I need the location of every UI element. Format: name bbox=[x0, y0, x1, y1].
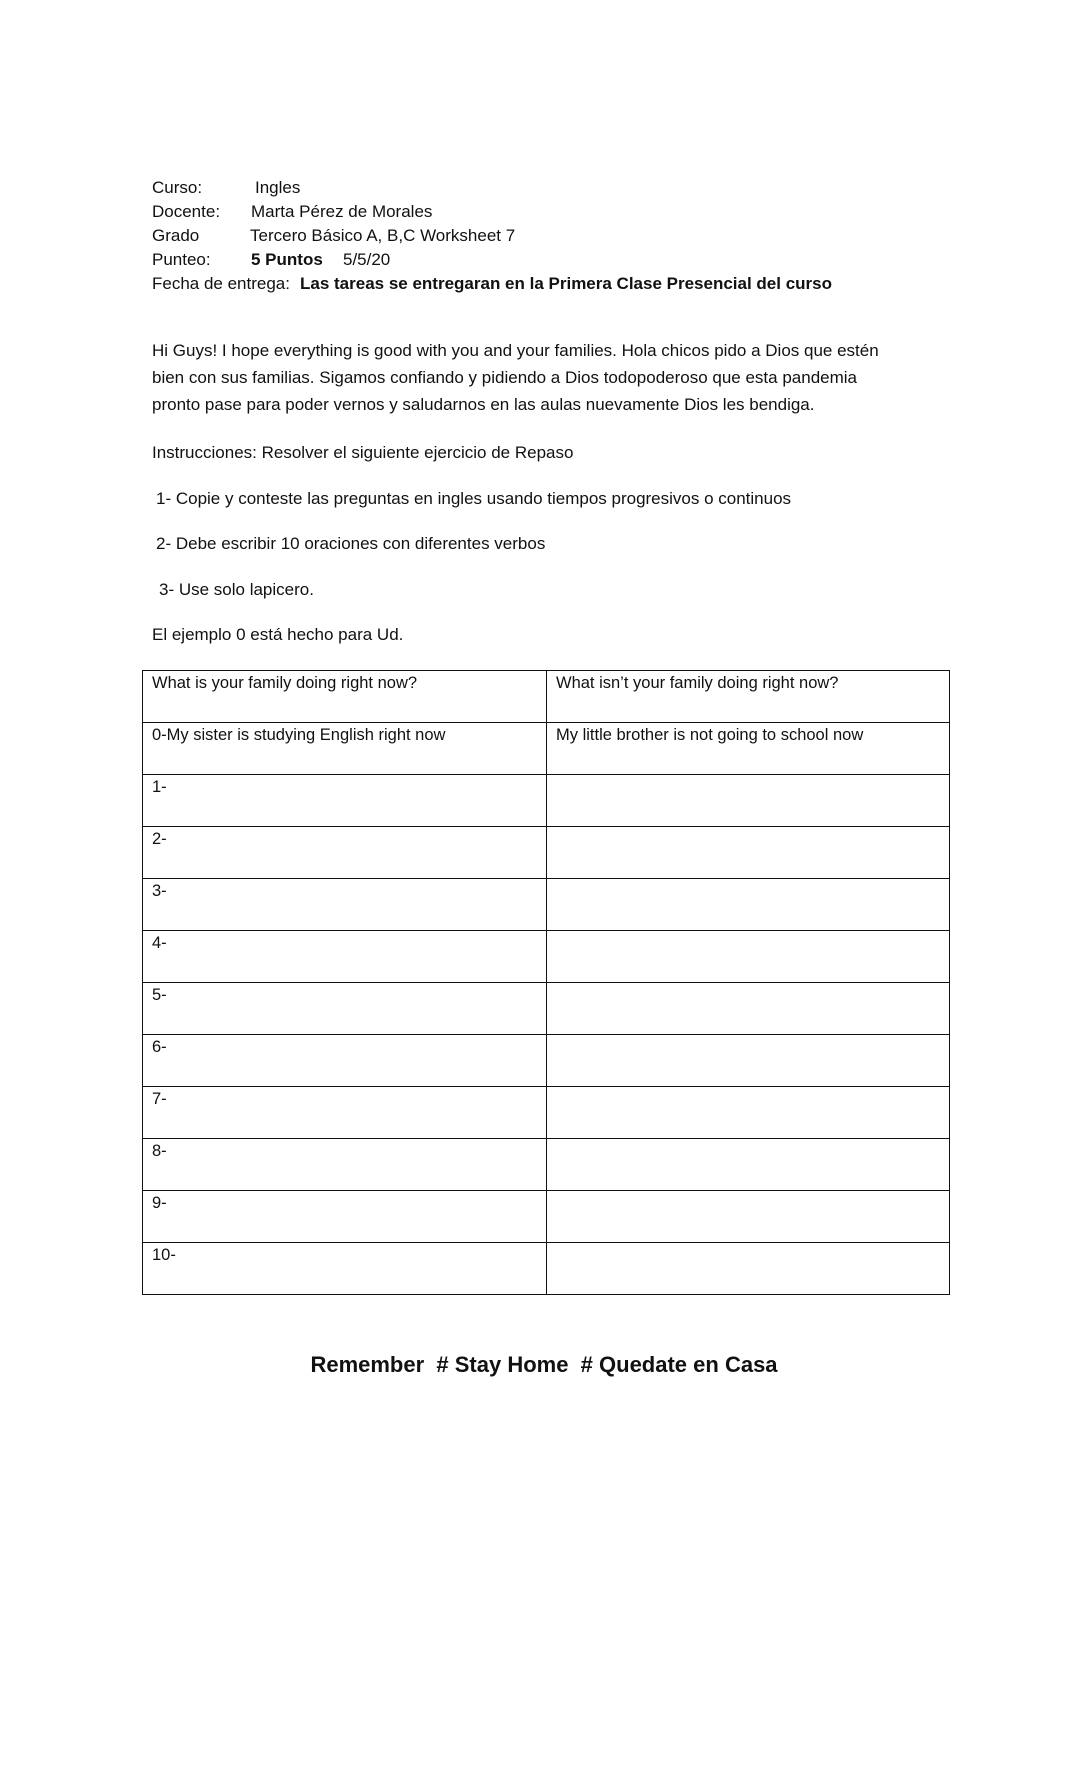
answer-cell-affirmative: 4- bbox=[143, 931, 547, 983]
answer-cell-negative bbox=[547, 1035, 950, 1087]
example-note: El ejemplo 0 está hecho para Ud. bbox=[152, 625, 404, 644]
curso-label: Curso: bbox=[152, 178, 203, 197]
fecha-row bbox=[152, 272, 972, 296]
fecha-label: Fecha de entrega: bbox=[152, 274, 290, 293]
table-row bbox=[143, 1087, 950, 1139]
answer-cell-affirmative: 2- bbox=[143, 827, 547, 879]
answer-cell-negative bbox=[547, 1243, 950, 1295]
instruction-step-2: 2- Debe escribir 10 oraciones con diferentes verbos bbox=[156, 534, 546, 553]
answer-table bbox=[142, 670, 950, 1295]
answer-cell-affirmative: 9- bbox=[143, 1191, 547, 1243]
instructions-title: Instrucciones: Resolver el siguiente ejercicio de Repaso bbox=[152, 443, 574, 462]
punteo-points: 5 Puntos bbox=[251, 250, 323, 269]
intro-line-2: bien con sus familias. Sigamos confiando y pidiendo a Dios todopoderoso que esta pandemia bbox=[152, 368, 858, 387]
answer-cell-negative bbox=[547, 879, 950, 931]
answer-cell-negative bbox=[547, 1139, 950, 1191]
answer-cell-affirmative: 10- bbox=[143, 1243, 547, 1295]
table-row bbox=[143, 983, 950, 1035]
punteo-date: 5/5/20 bbox=[343, 250, 391, 269]
docente-value: Marta Pérez de Morales bbox=[251, 202, 433, 221]
header-cell-affirmative: What is your family doing right now? bbox=[143, 671, 547, 723]
answer-cell-affirmative: 8- bbox=[143, 1139, 547, 1191]
answer-cell-affirmative: 3- bbox=[143, 879, 547, 931]
answer-cell-negative bbox=[547, 1191, 950, 1243]
answer-cell-affirmative: 7- bbox=[143, 1087, 547, 1139]
intro-line-1: Hi Guys! I hope everything is good with you and your families. Hola chicos pido a Dios que estén bbox=[152, 341, 879, 360]
table-row bbox=[143, 1191, 950, 1243]
answer-cell-negative bbox=[547, 775, 950, 827]
answer-cell-negative bbox=[547, 983, 950, 1035]
instruction-step-1: 1- Copie y conteste las preguntas en ingles usando tiempos progresivos o continuos bbox=[156, 489, 792, 508]
answer-cell-affirmative: 6- bbox=[143, 1035, 547, 1087]
answer-cell-affirmative: 1- bbox=[143, 775, 547, 827]
footer-slogan: Remember # Stay Home # Quedate en Casa bbox=[310, 1352, 778, 1377]
intro-line-3: pronto pase para poder vernos y saludarnos en las aulas nuevamente Dios les bendiga. bbox=[152, 395, 815, 414]
table-row bbox=[143, 879, 950, 931]
table-row bbox=[143, 775, 950, 827]
punteo-row bbox=[152, 248, 972, 272]
table-header-row bbox=[143, 671, 950, 723]
grado-label: Grado bbox=[152, 226, 200, 245]
punteo-label: Punteo: bbox=[152, 250, 211, 269]
answer-cell-negative bbox=[547, 931, 950, 983]
answer-cell-affirmative: 0-My sister is studying English right now bbox=[143, 723, 547, 775]
fecha-value: Las tareas se entregaran en la Primera Clase Presencial del curso bbox=[300, 274, 833, 293]
answer-cell-negative bbox=[547, 1087, 950, 1139]
docente-label: Docente: bbox=[152, 202, 221, 221]
table-row bbox=[143, 931, 950, 983]
answer-cell-negative: My little brother is not going to school now bbox=[547, 723, 950, 775]
answer-cell-negative bbox=[547, 827, 950, 879]
table-row bbox=[143, 1035, 950, 1087]
instruction-step-3: 3- Use solo lapicero. bbox=[159, 580, 314, 599]
table-row bbox=[143, 1139, 950, 1191]
curso-value: Ingles bbox=[255, 178, 301, 197]
worksheet-header bbox=[152, 176, 972, 296]
docente-row bbox=[152, 200, 972, 224]
header-cell-negative: What isn’t your family doing right now? bbox=[547, 671, 950, 723]
table-row bbox=[143, 1243, 950, 1295]
table-row bbox=[143, 827, 950, 879]
grado-row bbox=[152, 224, 972, 248]
grado-value: Tercero Básico A, B,C Worksheet 7 bbox=[250, 226, 516, 245]
answer-cell-affirmative: 5- bbox=[143, 983, 547, 1035]
table-row bbox=[143, 723, 950, 775]
curso-row bbox=[152, 176, 972, 200]
